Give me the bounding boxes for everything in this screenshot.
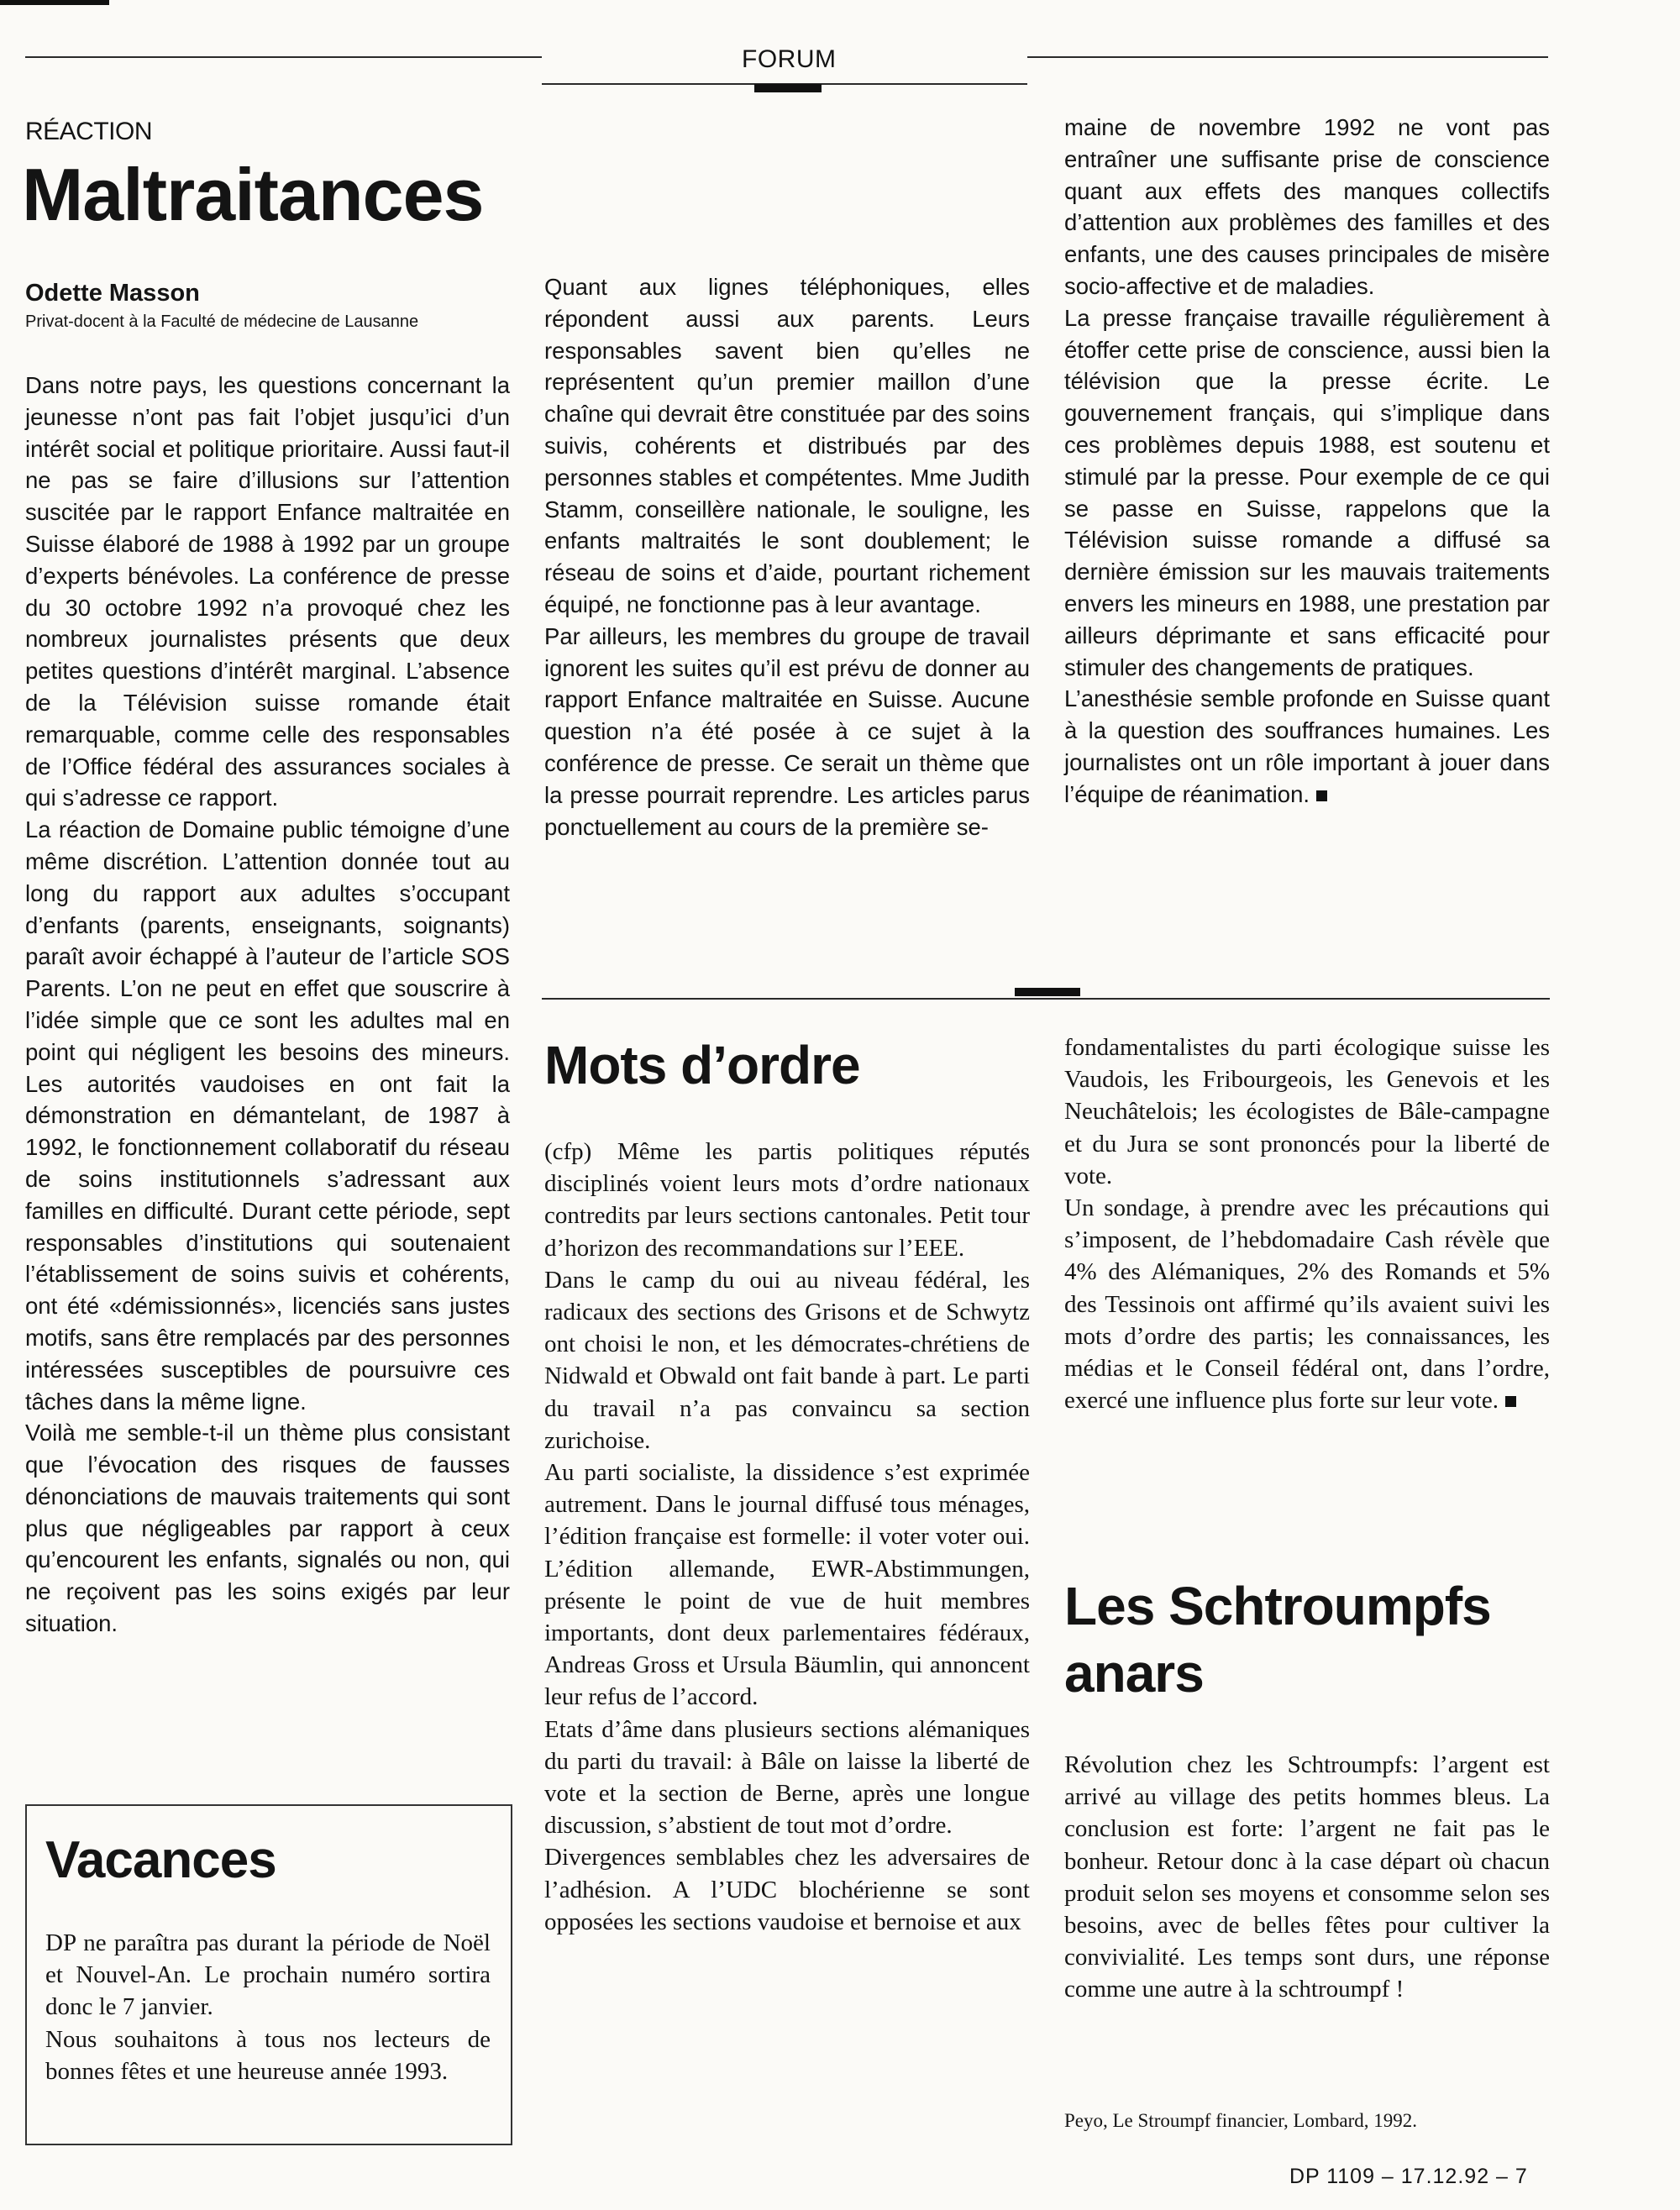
paragraph: La presse française travaille régulièrement à étoffer cette prise de conscience, aussi bien la télévision que la presse écrite. Le gouvernement français, qui s’implique dans ces problèmes depuis 1988, est soutenu et stimulé par la presse. Pour exemple de ce qui se passe en Suisse, rappelons que la Télévision suisse romande a diffusé sa dernière émission sur les mauvais traitements envers les mineurs en 1988, une prestation par ailleurs déprimante et sans efficacité pour stimuler des changements de pratiques. xyxy=(1064,304,1550,680)
schtroumpfs-body xyxy=(1064,1749,1550,2006)
header-tab xyxy=(754,84,822,92)
paragraph: Révolution chez les Schtroumpfs: l’argent est arrivé au village des petits hommes bleus. La conclusion est forte: l’argent ne fait pas le bonheur. Retour donc à la case départ où chacun produit selon ses moyens et consomme selon ses besoins, avec de belles fêtes pour cultiver la convivialité. Les temps sont durs, une réponse comme une autre à la schtroumpf ! xyxy=(1064,1751,1550,2003)
header-rule-right xyxy=(1027,56,1548,58)
mots-dordre-column-2 xyxy=(1064,1032,1550,1416)
vacances-title: Vacances xyxy=(45,1831,276,1889)
paragraph xyxy=(1064,1192,1550,1416)
article-column-3 xyxy=(1064,112,1550,811)
article-title-schtroumpfs xyxy=(1064,1572,1491,1707)
divider-tab xyxy=(1015,988,1080,996)
end-of-article-mark xyxy=(1505,1396,1516,1407)
paragraph: (cfp) Même les partis politiques réputés disciplinés voient leurs mots d’ordre nationaux contredits par leurs sections cantonales. Petit tour d’horizon des recommandations sur l’EEE. xyxy=(544,1138,1030,1262)
paragraph-text: Un sondage, à prendre avec les précautions qui s’imposent, de l’hebdomadaire Cash révèle que 4% des Alémaniques, 2% des Romands et 5% des Tessinois ont affirmé qu’ils avaient suivi les mots d’ordre des partis; les connaissances, les médias et le Conseil fédéral ont, dans l’ordre, exercé une influence plus forte sur leur vote. xyxy=(1064,1194,1550,1415)
article-column-2 xyxy=(544,271,1030,843)
section-label: FORUM xyxy=(742,45,837,73)
mots-dordre-column-1 xyxy=(544,1136,1030,1938)
title-line: anars xyxy=(1064,1643,1204,1703)
end-of-article-mark xyxy=(1316,790,1327,801)
paragraph: fondamentalistes du parti écologique suisse les Vaudois, les Fribourgeois, les Genevois et les Neuchâtelois; les écologistes de Bâle-campagne et du Jura se sont prononcés pour la liberté de vote. xyxy=(1064,1034,1550,1189)
book-credit: Peyo, Le Stroumpf financier, Lombard, 1992. xyxy=(1064,2110,1418,2131)
section-divider xyxy=(542,998,1550,1000)
paragraph: Dans notre pays, les questions concernant la jeunesse n’ont pas fait l’objet jusqu’ici d’un intérêt social et politique prioritaire. Aussi faut-il ne pas se faire d’illusions sur l’attention suscitée par le rapport Enfance maltraitée en Suisse élaboré de 1988 à 1992 par un groupe d’experts bénévoles. La conférence de presse du 30 octobre 1992 n’a provoqué chez les nombreux journalistes présents que deux petites questions d’intérêt marginal. L’absence de la Télévision suisse romande était remarquable, comme celle des responsables de l’Office fédéral des assurances sociales à qui s’adresse ce rapport. xyxy=(25,372,510,811)
author-name: Odette Masson xyxy=(25,280,200,307)
author-affiliation: Privat-docent à la Faculté de médecine de Lausanne xyxy=(25,312,419,331)
paragraph: Dans le camp du oui au niveau fédéral, les radicaux des sections des Grisons et de Schwytz ont choisi le non, et les démocrates-chrétiens de Nidwald et Obwald ont fait bande à part. Le parti du travail n’a pas convaincu sa section zurichoise. xyxy=(544,1266,1030,1454)
article-kicker: RÉACTION xyxy=(25,118,153,145)
paragraph: Au parti socialiste, la dissidence s’est exprimée autrement. Dans le journal diffusé tous ménages, l’édition française est formelle: il voter voter oui. L’édition allemande, EWR-Abstimmungen, présente le point de vue de huit membres importants, dont deux parlementaires fédéraux, Andreas Gross et Ursula Bäumlin, qui annoncent leur refus de l’accord. xyxy=(544,1459,1030,1711)
scan-edge-mark xyxy=(0,0,109,5)
article-column-1 xyxy=(25,370,510,1640)
paragraph: maine de novembre 1992 ne vont pas entraîner une suffisante prise de conscience quant aux effets des manques collectifs d’attention aux problèmes des familles et des enfants, une des causes principales de misère socio-affective et de maladies. xyxy=(1064,114,1550,299)
paragraph xyxy=(1064,683,1550,810)
header-rule-left xyxy=(25,56,542,58)
article-title: Maltraitances xyxy=(22,153,484,236)
paragraph: Voilà me semble-t-il un thème plus consistant que l’évocation des risques de fausses dénonciations de mauvais traitements qui sont plus que négligeables par rapport à ceux qu’encourent les enfants, signalés ou non, qui ne reçoivent pas les soins exigés par leur situation. xyxy=(25,1420,510,1637)
paragraph: DP ne paraîtra pas durant la période de Noël et Nouvel-An. Le prochain numéro sortira donc le 7 janvier. xyxy=(45,1929,491,2021)
paragraph: La réaction de Domaine public témoigne d’une même discrétion. L’attention donnée tout au long du rapport aux adultes s’occupant d’enfants (parents, enseignants, soignants) paraît avoir échappé à l’auteur de l’article SOS Parents. L’on ne peut en effet que souscrire à l’idée simple que ce sont les adultes mal en point qui négligent les besoins des mineurs. Les autorités vaudoises en ont fait la démonstration en démantelant, de 1987 à 1992, le fonctionnement collaboratif du réseau de soins institutionnels s’adressant aux familles en difficulté. Durant cette période, sept responsables d’institutions qui soutenaient l’établissement de soins suivis et cohérents, ont été «démissionnés», licenciés sans justes motifs, sans être remplacés par des personnes intéressées susceptibles de poursuivre ces tâches dans la même ligne. xyxy=(25,816,510,1415)
article-title-mots-dordre: Mots d’ordre xyxy=(544,1035,860,1095)
title-line: Les Schtroumpfs xyxy=(1064,1576,1491,1636)
paragraph-text: L’anesthésie semble profonde en Suisse quant à la question des souffrances humaines. Les journalistes ont un rôle important à jouer dans l’équipe de réanimation. xyxy=(1064,685,1550,807)
vacances-box xyxy=(25,1804,512,2145)
paragraph: Quant aux lignes téléphoniques, elles répondent aussi aux parents. Leurs responsables savent bien qu’elles ne représentent qu’un premier maillon d’une chaîne qui devrait être constituée par des soins suivis, cohérents et distribués par des personnes stables et compétentes. Mme Judith Stamm, conseillère nationale, le souligne, les enfants maltraités le sont doublement; le réseau de soins et d’aide, pourtant richement équipé, ne fonctionne pas à leur avantage. xyxy=(544,274,1030,617)
paragraph: Par ailleurs, les membres du groupe de travail ignorent les suites qu’il est prévu de donner au rapport Enfance maltraitée en Suisse. Aucune question n’a été posée à ce sujet à la conférence de presse. Ce serait un thème que la presse pourrait reprendre. Les articles parus ponctuellement au cours de la première se- xyxy=(544,622,1030,840)
page-folio: DP 1109 – 17.12.92 – 7 xyxy=(1289,2165,1528,2188)
paragraph: Nous souhaitons à tous nos lecteurs de bonnes fêtes et une heureuse année 1993. xyxy=(45,2025,491,2085)
paragraph: Divergences semblables chez les adversaires de l’adhésion. A l’UDC blochérienne se sont opposées les sections vaudoise et bernoise et aux xyxy=(544,1844,1030,1935)
paragraph: Etats d’âme dans plusieurs sections alémaniques du parti du travail: à Bâle on laisse la liberté de vote et la section de Berne, après une longue discussion, s’abstient de tout mot d’ordre. xyxy=(544,1715,1030,1840)
vacances-body xyxy=(45,1927,491,2087)
